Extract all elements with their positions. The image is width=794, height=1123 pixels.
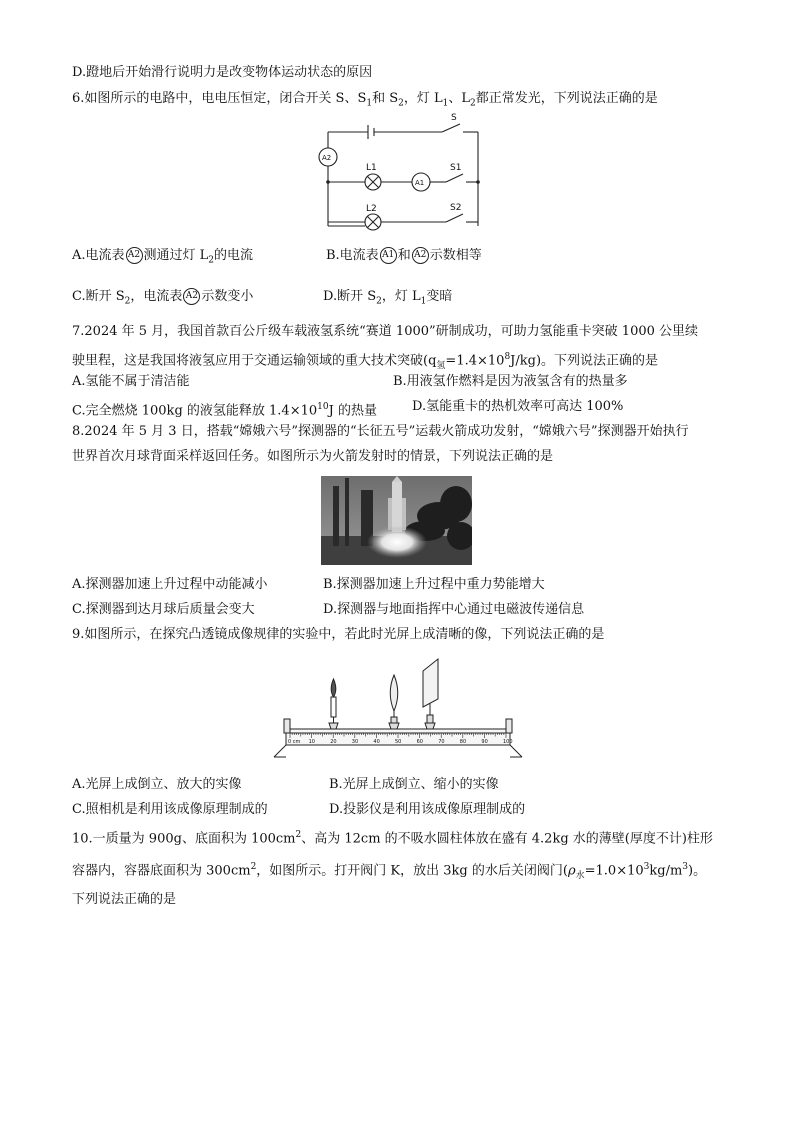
text-part: C.完全燃烧 100kg 的液氢能释放 1.4×10 <box>72 403 318 419</box>
label-a1: A1 <box>415 179 425 187</box>
text-part: J/kg)。下列说法正确的是 <box>510 353 659 369</box>
q10-stem-line3: 下列说法正确的是 <box>72 892 177 907</box>
text-part: J 的热量 <box>328 403 377 419</box>
q7-option-a: A.氢能不属于清洁能 <box>72 374 190 389</box>
subscript: 1 <box>442 98 449 109</box>
superscript: 3 <box>643 862 650 872</box>
q6-option-b <box>326 247 482 265</box>
subscript: 1 <box>366 98 373 109</box>
text-part: C.断开 S <box>72 289 125 304</box>
q7-stem-line2 <box>72 348 658 375</box>
q9-option-a: A.光屏上成倒立、放大的实像 <box>72 777 242 792</box>
q6-stem-part: 、L <box>448 91 471 106</box>
switch-s <box>442 124 460 132</box>
switch-s1 <box>446 174 463 182</box>
q6-option-c <box>72 288 253 311</box>
q6-stem-part: ，灯 L <box>403 91 443 106</box>
q8-option-d: D.探测器与地面指挥中心通过电磁波传递信息 <box>323 602 585 617</box>
q9-stem: 9.如图所示，在探究凸透镜成像规律的实验中，若此时光屏上成清晰的像，下列说法正确的是 <box>72 627 605 642</box>
q7-option-d: D.氢能重卡的热机效率可高达 100% <box>412 399 624 414</box>
superscript: 10 <box>317 402 329 412</box>
superscript: 3 <box>682 862 689 872</box>
text-part: 测通过灯 L <box>143 248 209 263</box>
bench-unit-label: 0 cm <box>288 739 301 745</box>
q6-stem-part: 都正常发光，下列说法正确的是 <box>475 91 658 106</box>
subscript: 2 <box>398 98 404 109</box>
superscript: 2 <box>250 862 257 872</box>
scale-tick-label: 90 <box>481 739 488 745</box>
label-s2: S2 <box>450 203 462 213</box>
q9-option-c: C.照相机是利用该成像原理制成的 <box>72 802 268 817</box>
scale-tick-label: 70 <box>438 739 445 745</box>
scale-tick-label: 50 <box>395 739 402 745</box>
scale-tick-label: 80 <box>459 739 467 745</box>
scale-tick-label: 10 <box>308 739 315 745</box>
text-part: ，灯 L <box>381 289 421 304</box>
subscript: 2 <box>470 98 476 109</box>
switch-s2 <box>446 214 463 222</box>
q6-stem-part: 和 S <box>372 91 399 106</box>
text-part: )。 <box>688 863 707 879</box>
ammeter-a2-icon: A2 <box>126 247 143 264</box>
q9-option-b: B.光屏上成倒立、缩小的实像 <box>329 777 499 792</box>
text-part: 驶里程，这是我国将液氢应用于交通运输领域的重大技术突破(q <box>72 353 437 369</box>
scale-tick-label: 30 <box>351 739 359 745</box>
text-part: 的电流 <box>214 248 254 263</box>
q8-option-c: C.探测器到达月球后质量会变大 <box>72 602 255 617</box>
text-part: 示数变小 <box>201 289 254 304</box>
label-l2: L2 <box>366 204 377 214</box>
superscript: 8 <box>504 352 511 362</box>
q9-option-d: D.投影仪是利用该成像原理制成的 <box>329 802 526 817</box>
subscript: 1 <box>420 296 427 307</box>
q6-option-d <box>323 288 452 311</box>
text-part: =1.0×10 <box>584 863 644 879</box>
label-s: S <box>451 113 457 123</box>
text-part: ，电流表 <box>130 289 183 304</box>
q7-option-b: B.用液氢作燃料是因为液氢含有的热量多 <box>393 374 628 389</box>
text-part: 容器内，容器底面积为 300cm <box>72 863 251 879</box>
rocket-launch-photo <box>321 476 472 565</box>
text-part: 10.一质量为 900g、底面积为 100cm <box>72 831 296 847</box>
label-a2: A2 <box>322 154 332 162</box>
scale-tick-label: 60 <box>416 739 423 745</box>
subscript: 2 <box>208 255 215 266</box>
text-part: =1.4×10 <box>445 353 505 369</box>
label-l1: L1 <box>366 163 377 173</box>
text-part: 、高为 12cm 的不吸水圆柱体放在盛有 4.2kg 水的薄壁(厚度不计)柱形 <box>301 831 713 847</box>
superscript: 2 <box>295 830 302 840</box>
ammeter-a1-icon: A1 <box>380 247 397 264</box>
q8-option-a: A.探测器加速上升过程中动能减小 <box>72 577 268 592</box>
q8-option-b: B.探测器加速上升过程中重力势能增大 <box>323 577 545 592</box>
q5-option-d: D.蹬地后开始滑行说明力是改变物体运动状态的原因 <box>72 65 373 80</box>
q10-stem-line1 <box>72 826 713 848</box>
rho-symbol: ρ <box>567 863 576 879</box>
q8-stem-line2: 世界首次月球背面采样返回任务。如图所示为火箭发射时的情景，下列说法正确的是 <box>72 449 554 464</box>
q10-stem-line2 <box>72 858 706 885</box>
circuit-diagram <box>310 110 490 232</box>
q7-option-c <box>72 398 377 420</box>
text-part: B.电流表 <box>326 248 379 263</box>
subscript: 2 <box>376 296 382 307</box>
q6-option-a <box>72 247 253 270</box>
text-part: A.电流表 <box>72 248 125 263</box>
label-s1: S1 <box>450 163 462 173</box>
ammeter-a2-icon: A2 <box>183 288 200 305</box>
scale-tick-label: 100 <box>503 739 513 745</box>
subscript: 水 <box>575 870 585 881</box>
optical-bench-diagram <box>268 655 528 761</box>
text-part: kg/m <box>649 863 683 879</box>
q6-stem-part: 6.如图所示的电路中，电电压恒定，闭合开关 S、S <box>72 91 367 106</box>
text-part: D.断开 S <box>323 289 377 304</box>
text-part: 和 <box>397 248 411 263</box>
subscript: 氢 <box>436 360 446 371</box>
subscript: 2 <box>124 296 131 307</box>
scale-tick-label: 40 <box>373 739 380 745</box>
q8-stem-line1: 8.2024 年 5 月 3 日，搭载“嫦娥六号”探测器的“长征五号”运载火箭成功发射，“嫦娥六号”探测器开始执行 <box>72 424 689 439</box>
q7-stem-line1: 7.2024 年 5 月，我国首款百公斤级车载液氢系统“赛道 1000”研制成功，可助力氢能重卡突破 1000 公里续 <box>72 324 699 339</box>
ammeter-a2-icon: A2 <box>412 247 429 264</box>
text-part: 示数相等 <box>429 248 482 263</box>
text-part: 变暗 <box>426 289 453 304</box>
text-part: ，如图所示。打开阀门 K，放出 3kg 的水后关闭阀门( <box>256 863 568 879</box>
scale-tick-label: 20 <box>330 739 337 745</box>
